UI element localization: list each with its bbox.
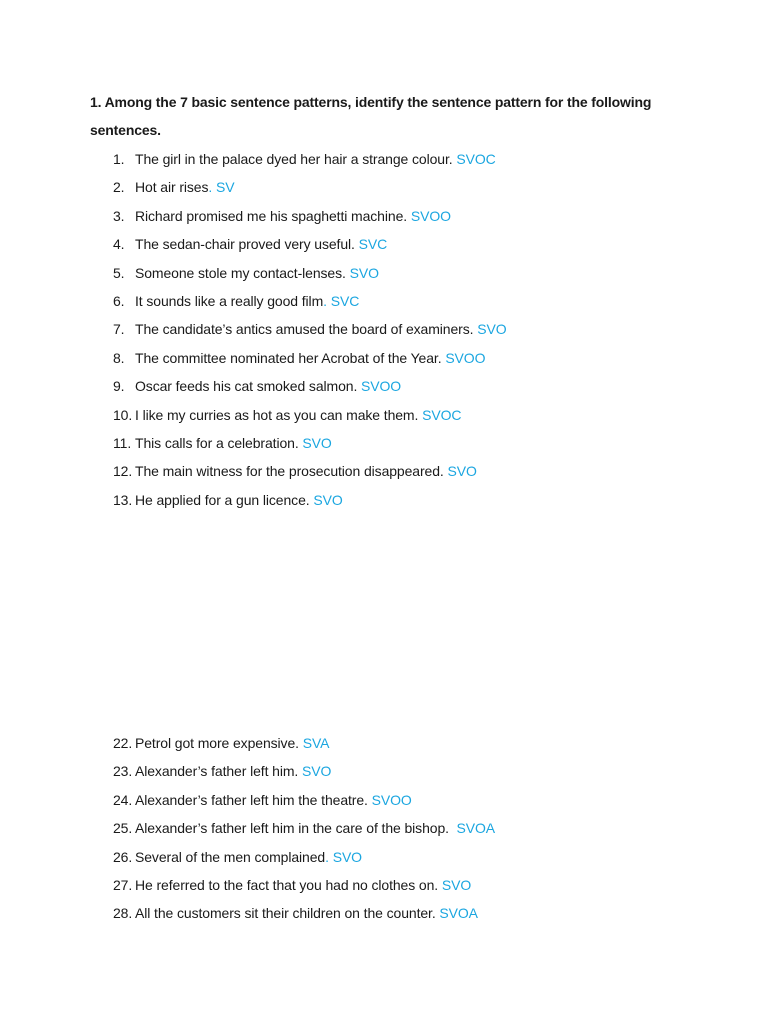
sentence-item — [0, 202, 768, 230]
sentence-text: The girl in the palace dyed her hair a strange colour. — [135, 151, 453, 167]
pattern-answer: SVOO — [361, 378, 402, 395]
sentence-text-line — [135, 871, 471, 899]
pattern-answer: SVO — [313, 491, 343, 508]
sentence-item — [0, 457, 768, 485]
sentence-text-line — [135, 899, 478, 927]
sentence-text-line — [135, 230, 387, 258]
sentence-text: Alexander’s father left him the theatre. — [135, 791, 368, 808]
sentence-text-line — [135, 457, 477, 485]
sentence-text: Hot air rises — [135, 179, 209, 196]
sentence-item — [0, 145, 768, 173]
item-number: 6. — [113, 292, 125, 309]
sentence-text-line — [135, 486, 343, 514]
sentence-text: Someone stole my contact-lenses. — [135, 264, 346, 281]
sentence-text: This calls for a celebration. — [135, 434, 299, 451]
item-number: 2. — [113, 179, 125, 196]
item-number: 1. — [113, 151, 125, 167]
sentence-text: Richard promised me his spaghetti machine. — [135, 207, 408, 224]
pattern-answer: SVA — [302, 735, 330, 751]
sentence-text-line — [135, 401, 461, 429]
separator — [449, 820, 457, 836]
item-number: 26. — [113, 848, 133, 865]
item-number: 13. — [113, 491, 133, 508]
sentence-text: Alexander’s father left him in the care of the bishop. — [135, 820, 449, 837]
pattern-answer: SVO — [441, 876, 472, 893]
pattern-answer: SVOO — [445, 349, 486, 366]
pattern-answer: SVO — [477, 321, 507, 338]
sentence-text-line — [135, 173, 234, 201]
sentence-item — [0, 899, 768, 927]
sentence-text: I like my curries as hot as you can make them. — [135, 406, 419, 423]
sentence-item — [0, 814, 768, 842]
sentence-text-line — [135, 814, 495, 842]
item-number: 5. — [113, 264, 125, 281]
item-number: 4. — [113, 236, 125, 253]
sentence-text: Several of the men complained — [135, 848, 326, 865]
pattern-answer: SV — [215, 179, 235, 196]
sentence-text: It sounds like a really good film — [135, 292, 324, 309]
sentence-text: Oscar feeds his cat smoked salmon. — [135, 378, 358, 395]
item-number: 3. — [113, 207, 125, 224]
question-heading: 1. Among the 7 basic sentence patterns, identify the sentence pattern for the following sentences. — [90, 94, 652, 138]
sentence-item — [0, 230, 768, 258]
sentence-text-line — [135, 287, 359, 315]
item-number: 23. — [113, 763, 133, 780]
sentence-item — [0, 729, 768, 757]
item-number: 7. — [113, 321, 125, 338]
pattern-answer: SVO — [332, 848, 362, 865]
pattern-answer: SVOO — [410, 207, 451, 224]
pattern-answer: SVOA — [456, 820, 496, 837]
sentence-item — [0, 786, 768, 814]
pattern-answer: SVO — [349, 264, 379, 281]
pattern-answer: SVC — [358, 236, 388, 253]
sentence-item — [0, 401, 768, 429]
pattern-answer: SVOC — [456, 151, 496, 167]
item-number: 27. — [113, 876, 133, 893]
separator: . — [208, 179, 216, 196]
sentence-text-line — [135, 344, 485, 372]
sentence-text-line — [135, 843, 362, 871]
item-number: 11. — [113, 434, 132, 451]
pattern-answer: SVOO — [371, 791, 412, 808]
sentence-item — [0, 843, 768, 871]
item-number: 28. — [113, 905, 133, 922]
pattern-answer: SVOA — [439, 905, 478, 922]
sentence-item — [0, 259, 768, 287]
sentence-item — [0, 486, 768, 514]
sentence-text-line — [135, 757, 331, 785]
pattern-answer: SVO — [302, 434, 332, 451]
separator: . — [323, 292, 331, 309]
sentence-text: He applied for a gun licence. — [135, 491, 310, 508]
sentence-text: Alexander’s father left him. — [135, 763, 299, 780]
sentence-text: The main witness for the prosecution disappeared. — [135, 463, 444, 480]
sentence-text-line — [135, 429, 332, 457]
sentence-text: Petrol got more expensive. — [135, 735, 299, 751]
sentence-text-line — [135, 202, 451, 230]
sentence-item — [0, 287, 768, 315]
sentence-text: The sedan-chair proved very useful. — [135, 236, 355, 253]
sentence-text: He referred to the fact that you had no clothes on. — [135, 876, 439, 893]
item-number: 9. — [113, 378, 125, 395]
sentence-text: All the customers sit their children on the counter. — [135, 905, 436, 922]
sentence-text-line — [135, 729, 329, 757]
pattern-answer: SVO — [302, 763, 332, 780]
sentence-item — [0, 344, 768, 372]
sentence-text-line — [135, 372, 401, 400]
sentence-list-part-1 — [0, 145, 768, 514]
sentence-item — [0, 429, 768, 457]
sentence-item — [0, 871, 768, 899]
item-number: 12. — [113, 463, 133, 480]
sentence-item — [0, 372, 768, 400]
pattern-answer: SVOC — [422, 406, 462, 423]
item-number: 8. — [113, 349, 125, 366]
separator: . — [325, 848, 333, 865]
item-number: 25. — [113, 820, 133, 837]
item-number: 22. — [113, 735, 133, 751]
sentence-text-line — [135, 145, 496, 173]
item-number: 10. — [113, 406, 133, 423]
sentence-item — [0, 315, 768, 343]
sentence-list-part-2 — [0, 729, 768, 928]
pattern-answer: SVC — [330, 292, 360, 309]
sentence-text: The candidate’s antics amused the board of examiners. — [135, 321, 474, 338]
sentence-item — [0, 173, 768, 201]
sentence-text-line — [135, 259, 379, 287]
item-number: 24. — [113, 791, 133, 808]
sentence-text: The committee nominated her Acrobat of the Year. — [135, 349, 442, 366]
sentence-text-line — [135, 786, 412, 814]
sentence-text-line — [135, 315, 506, 343]
sentence-item — [0, 757, 768, 785]
pattern-answer: SVO — [447, 463, 477, 480]
